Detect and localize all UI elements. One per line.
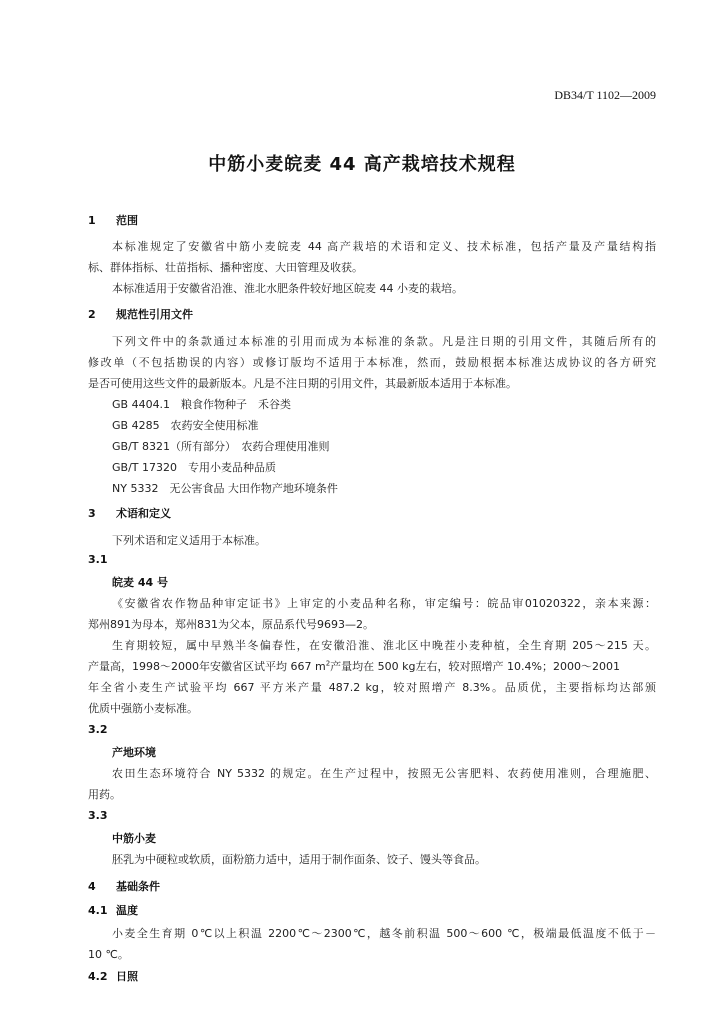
term-number: 3.2 bbox=[88, 723, 108, 736]
section-1-heading bbox=[88, 212, 138, 228]
paragraph-line: 本标准适用于安徽省沿淮、淮北水肥条件较好地区皖麦 44 小麦的栽培。 bbox=[112, 282, 463, 295]
reference-item: GB/T 17320 专用小麦品种品质 bbox=[112, 461, 276, 474]
term-number: 3.1 bbox=[88, 553, 108, 566]
reference-item: GB 4404.1 粮食作物种子 禾谷类 bbox=[112, 398, 292, 411]
paragraph-line: 郑州891为母本，郑州831为父本，原品系代号9693—2。 bbox=[88, 618, 374, 631]
superscript: 2 bbox=[325, 659, 331, 668]
paragraph-line: 标、群体指标、壮苗指标、播种密度、大田管理及收获。 bbox=[88, 261, 363, 274]
section-4-heading bbox=[88, 878, 160, 894]
document-code: DB34/T 1102—2009 bbox=[554, 88, 656, 102]
paragraph-line: 小麦全生育期 0℃以上积温 2200℃～2300℃，越冬前积温 500～600 ℃，极端最低温度不低于－ bbox=[112, 927, 656, 940]
page-title: 中筋小麦皖麦 44 高产栽培技术规程 bbox=[208, 154, 516, 175]
section-2-heading bbox=[88, 306, 193, 322]
paragraph-line: 修改单（不包括勘误的内容）或修订版均不适用于本标准，然而，鼓励根据本标准达成协议的各方研究 bbox=[88, 356, 656, 369]
paragraph-line: 胚乳为中硬粒或软质，面粉筋力适中，适用于制作面条、饺子、馒头等食品。 bbox=[112, 853, 486, 866]
text-segment: 产量均在 500 kg左右，较对照增产 10.4%；2000～2001 bbox=[330, 660, 620, 673]
paragraph-line: 生育期较短，属中早熟半冬偏春性，在安徽沿淮、淮北区中晚茬小麦种植，全生育期 205～215 天。 bbox=[112, 639, 656, 652]
paragraph-line bbox=[88, 658, 620, 674]
paragraph-line: 是否可使用这些文件的最新版本。凡是不注日期的引用文件，其最新版本适用于本标准。 bbox=[88, 377, 517, 390]
section-title: 规范性引用文件 bbox=[116, 308, 193, 321]
subsection-4-1-heading bbox=[88, 902, 138, 918]
paragraph-line: 下列术语和定义适用于本标准。 bbox=[112, 534, 266, 547]
text-segment: 产量高，1998～2000年安徽省区试平均 667 m bbox=[88, 660, 326, 673]
paragraph-line: 优质中强筋小麦标准。 bbox=[88, 702, 198, 715]
paragraph-line: 本标准规定了安徽省中筋小麦皖麦 44 高产栽培的术语和定义、技术标准，包括产量及产量结构指 bbox=[112, 240, 656, 253]
subsection-4-2-heading bbox=[88, 968, 138, 984]
reference-item: GB 4285 农药安全使用标准 bbox=[112, 419, 259, 432]
term-title: 产地环境 bbox=[112, 746, 156, 759]
section-number: 3 bbox=[88, 507, 96, 520]
section-number: 4 bbox=[88, 880, 96, 893]
section-title: 基础条件 bbox=[116, 880, 160, 893]
term-title: 中筋小麦 bbox=[112, 832, 156, 845]
reference-item: GB/T 8321（所有部分） 农药合理使用准则 bbox=[112, 440, 330, 453]
section-number: 2 bbox=[88, 308, 96, 321]
paragraph-line: 农田生态环境符合 NY 5332 的规定。在生产过程中，按照无公害肥料、农药使用准则，合理施肥、 bbox=[112, 767, 656, 780]
section-number: 4.1 bbox=[88, 904, 108, 917]
paragraph-line: 年全省小麦生产试验平均 667 平方米产量 487.2 kg，较对照增产 8.3%。品质优，主要指标均达部颁 bbox=[88, 681, 656, 694]
reference-item: NY 5332 无公害食品 大田作物产地环境条件 bbox=[112, 482, 338, 495]
term-title: 皖麦 44 号 bbox=[112, 576, 168, 589]
term-number: 3.3 bbox=[88, 809, 108, 822]
section-title: 温度 bbox=[116, 904, 138, 917]
paragraph-line: 用药。 bbox=[88, 788, 121, 801]
section-number: 1 bbox=[88, 214, 96, 227]
paragraph-line: 10 ℃。 bbox=[88, 948, 129, 961]
section-3-heading bbox=[88, 505, 171, 521]
section-title: 范围 bbox=[116, 214, 138, 227]
section-title: 日照 bbox=[116, 970, 138, 983]
paragraph-line: 下列文件中的条款通过本标准的引用而成为本标准的条款。凡是注日期的引用文件，其随后所有的 bbox=[112, 335, 656, 348]
section-title: 术语和定义 bbox=[116, 507, 171, 520]
paragraph-line: 《安徽省农作物品种审定证书》上审定的小麦品种名称，审定编号：皖品审01020322，亲本来源： bbox=[112, 597, 656, 610]
section-number: 4.2 bbox=[88, 970, 108, 983]
